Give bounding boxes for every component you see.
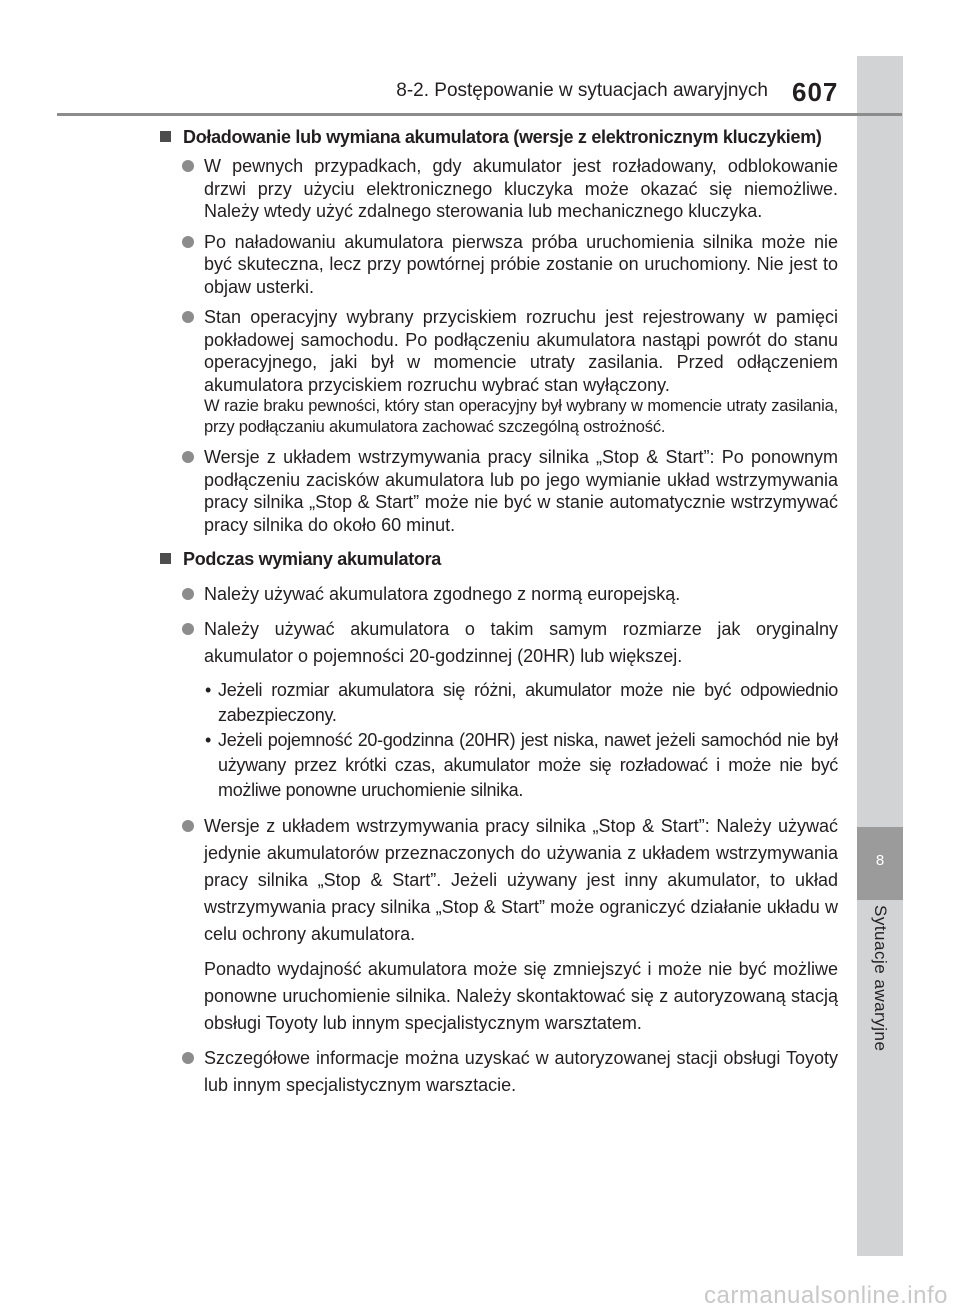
list-item <box>160 306 838 438</box>
section-title <box>160 126 838 149</box>
circle-bullet-icon <box>182 623 194 635</box>
list-item <box>160 446 838 536</box>
chapter-number-tab <box>857 827 903 900</box>
list-item-text: Stan operacyjny wybrany przyciskiem rozruchu jest rejestrowany w pamięci pokładowej samochodu. Po podłączeniu akumulatora nastąpi powrót do stanu operacyjnego, jaki był w momencie utraty zasilania. Przed odłączeniem akumulatora przyciskiem rozruchu wybrać stan wyłączony. <box>204 307 838 395</box>
sub-list-item-text: Jeżeli pojemność 20-godzinna (20HR) jest niska, nawet jeżeli samochód nie był używany przez krótki czas, akumulator może się rozładować i może nie być możliwe ponowne uruchomienie silnika. <box>218 730 838 800</box>
chapter-title: Sytuacje awaryjne <box>871 905 890 1052</box>
section-header: 8-2. Postępowanie w sytuacjach awaryjnych <box>396 80 768 101</box>
sub-bullet-mark: • <box>205 730 212 750</box>
list-item <box>160 1045 838 1099</box>
list-item <box>160 616 838 670</box>
section-title-text: Doładowanie lub wymiana akumulatora (wersje z elektronicznym kluczykiem) <box>183 127 822 147</box>
list-item <box>160 231 838 299</box>
list-item-text: Wersje z układem wstrzymywania pracy silnika „Stop & Start”: Należy używać jedynie akumulatorów przeznaczonych do używania z układem wstrzymywania pracy silnika „Stop & Start”. Jeżeli używany jest inny akumulator, to układ wstrzymywania pracy silnika „Stop & Start” może ograniczyć działanie układu w celu ochrony akumulatora. <box>204 816 838 944</box>
sub-list-item-text: Jeżeli rozmiar akumulatora się różni, akumulator może nie być odpowiednio zabezpieczony. <box>218 680 838 725</box>
list-item-paragraph: Ponadto wydajność akumulatora może się zmniejszyć i może nie być możliwe ponowne uruchomienie silnika. Należy skontaktować się z autoryzowaną stacją obsługi Toyoty lub innym specjalistycznym warsztatem. <box>204 959 838 1033</box>
list-item <box>160 581 838 608</box>
list-item-text: Szczegółowe informacje można uzyskać w autoryzowanej stacji obsługi Toyoty lub innym specjalistycznym warsztacie. <box>204 1048 838 1095</box>
section-title <box>160 548 838 571</box>
section-title-text: Podczas wymiany akumulatora <box>183 549 441 569</box>
side-tab <box>857 56 903 1256</box>
sub-bullet-mark: • <box>205 680 212 700</box>
list-item-note: W razie braku pewności, który stan operacyjny był wybrany w momencie utraty zasilania, przy podłączaniu akumulatora zachować szczególną ostrożność. <box>204 397 838 436</box>
circle-bullet-icon <box>182 1052 194 1064</box>
sub-list-item <box>160 728 838 803</box>
list-item <box>160 155 838 223</box>
list-item-text: Po naładowaniu akumulatora pierwsza próba uruchomienia silnika może nie być skuteczna, lecz przy powtórnej próbie zostanie on uruchomiony. Nie jest to objaw usterki. <box>204 231 838 297</box>
sub-list-item <box>160 678 838 728</box>
square-bullet-icon <box>160 131 171 142</box>
circle-bullet-icon <box>182 588 194 600</box>
list-item-text: Wersje z układem wstrzymywania pracy silnika „Stop & Start”: Po ponownym podłączeniu zacisków akumulatora lub po jego wymianie układ wstrzymywania pracy silnika „Stop & Start” może nie być w stanie automatycznie wstrzymywać pracy silnika do około 60 minut. <box>204 447 838 535</box>
list-item-text: Należy używać akumulatora o takim samym rozmiarze jak oryginalny akumulator o pojemności 20-godzinnej (20HR) lub większej. <box>204 619 838 666</box>
list-item-text: Należy używać akumulatora zgodnego z normą europejską. <box>204 584 681 604</box>
circle-bullet-icon <box>182 236 194 248</box>
square-bullet-icon <box>160 553 171 564</box>
watermark: carmanualsonline.info <box>704 1282 948 1309</box>
list-item-text: W pewnych przypadkach, gdy akumulator jest rozładowany, odblokowanie drzwi przy użyciu elektronicznego kluczyka może okazać się niemożliwe. Należy wtedy użyć zdalnego sterowania lub mechanicznego kluczyka. <box>204 156 838 221</box>
page-number: 607 <box>792 77 839 107</box>
list-item <box>160 813 838 948</box>
circle-bullet-icon <box>182 160 194 172</box>
circle-bullet-icon <box>182 451 194 463</box>
chapter-number: 8 <box>875 852 885 869</box>
page-content <box>160 126 838 1107</box>
circle-bullet-icon <box>182 311 194 323</box>
header-rule <box>57 113 902 116</box>
circle-bullet-icon <box>182 820 194 832</box>
